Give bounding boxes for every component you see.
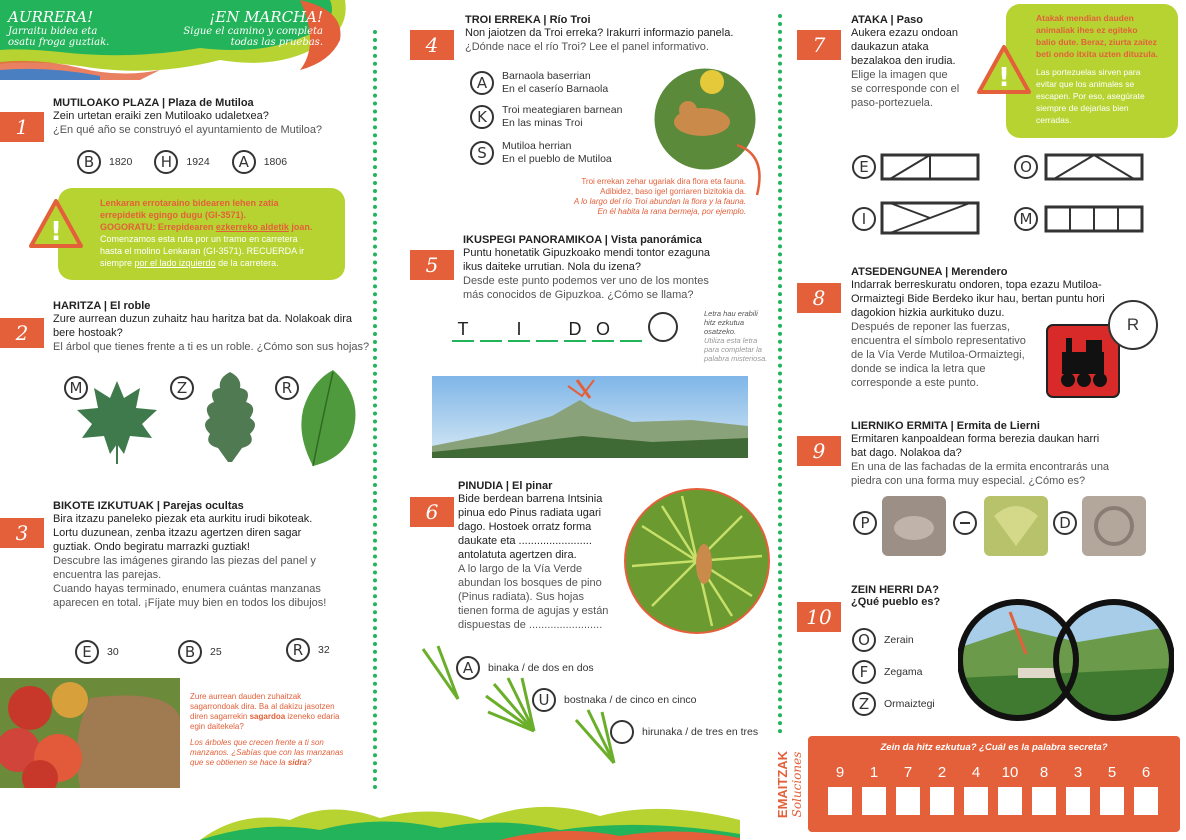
letter-note-es: Utiliza esta letra bbox=[704, 336, 758, 345]
beech-leaf-icon bbox=[293, 366, 363, 470]
pine-needles-photo bbox=[622, 486, 772, 636]
question-eu: daukazun ataka bbox=[851, 41, 929, 53]
section-number: 10 bbox=[797, 602, 841, 632]
section-title: PINUDIA | El pinar bbox=[458, 480, 553, 492]
answer-option[interactable] bbox=[77, 150, 132, 174]
warning-es-line: cerradas. bbox=[1036, 115, 1072, 125]
option-letter: U bbox=[532, 688, 556, 712]
section-1 bbox=[53, 97, 363, 137]
section-title: ATSEDENGUNEA | Merendero bbox=[851, 266, 1008, 278]
question-es: corresponde a este punto. bbox=[851, 377, 979, 389]
option-letter[interactable]: O bbox=[1014, 155, 1038, 179]
section-4 bbox=[465, 14, 775, 54]
warning-es-line: Las portezuelas sirven para bbox=[1036, 67, 1141, 77]
option-text: 1820 bbox=[109, 155, 133, 168]
answer-option[interactable] bbox=[178, 640, 222, 664]
question-eu: daukate eta ........................ bbox=[458, 535, 592, 547]
apple-note-es-bold: sidra bbox=[287, 758, 307, 767]
section-title: TROI ERREKA | Río Troi bbox=[465, 14, 591, 26]
solutions-side-title: EMAITZAK bbox=[775, 750, 791, 818]
question-eu: Ermitaren kanpoaldean forma berezia daukan harri bbox=[851, 433, 1100, 445]
section-subtitle: ¿Qué pueblo es? bbox=[851, 596, 941, 608]
river-note-es: En él habita la rana bermeja, por ejemplo. bbox=[597, 207, 746, 216]
word-blank bbox=[620, 320, 642, 342]
question-es: Cuando hayas terminado, enumera cuántas manzanas bbox=[53, 583, 321, 595]
answer-option[interactable] bbox=[532, 688, 697, 712]
option-letter: B bbox=[178, 640, 202, 664]
warning-eu-line: Lenkaran errotaraino bidearen lehen zatia bbox=[100, 198, 279, 208]
warning-eu-underlined: ezkerreko aldetik bbox=[215, 222, 289, 232]
warning-eu-line: beti ondo itxita uzten dituzula. bbox=[1036, 49, 1158, 59]
column-divider-right bbox=[778, 14, 782, 734]
apple-note-es: ? bbox=[306, 758, 312, 767]
section-title: LIERNIKO ERMITA | Ermita de Lierni bbox=[851, 420, 1040, 432]
answer-option[interactable] bbox=[610, 720, 758, 744]
question-eu: Aukera ezazu ondoan bbox=[851, 27, 959, 39]
apples-photo bbox=[0, 678, 180, 788]
option-letter[interactable]: I bbox=[852, 207, 876, 231]
header-left-sub2: osatu froga guztiak. bbox=[8, 37, 110, 48]
option-text-es: En el caserío Barnaola bbox=[502, 83, 609, 95]
answer-option[interactable] bbox=[852, 660, 923, 684]
apple-note-es: Los árboles que crecen frente a ti son bbox=[190, 738, 324, 747]
apple-note-eu: sagarrondoak dira. Ba al dakizu jasotzen bbox=[190, 702, 335, 711]
section-6 bbox=[458, 480, 628, 632]
apple-note-eu: diren sagarrekin bbox=[190, 712, 250, 721]
apple-note-eu: izeneko edaria bbox=[285, 712, 340, 721]
section-title: HARITZA | El roble bbox=[53, 300, 151, 312]
warning-eu-line: balio dute. Beraz, ziurta zaitez bbox=[1036, 37, 1157, 47]
header-left-sub1: Jarraitu bidea eta bbox=[8, 26, 98, 37]
option-letter[interactable]: M bbox=[1014, 207, 1038, 231]
warning-eu-text: GOGORATU: Errepidearen bbox=[100, 222, 216, 232]
solution-slot[interactable] bbox=[998, 787, 1022, 815]
word-letter: T bbox=[452, 319, 474, 342]
question-eu: bere hostoak? bbox=[53, 327, 123, 339]
oak-leaf-icon bbox=[190, 368, 270, 468]
question-eu: antolatuta agertzen dira. bbox=[458, 549, 577, 561]
question-es: se corresponde con el bbox=[851, 83, 960, 95]
warning-icon bbox=[28, 198, 84, 250]
section-title: MUTILOAKO PLAZA | Plaza de Mutiloa bbox=[53, 97, 254, 109]
question-es: abundan los bosques de pino bbox=[458, 577, 602, 589]
river-note-es: A lo largo del río Troi abundan la flora y la fauna. bbox=[573, 197, 746, 206]
question-es: ¿En qué año se construyó el ayuntamiento de Mutiloa? bbox=[53, 124, 323, 136]
apple-note-es: que se obtienen se hace la bbox=[190, 758, 288, 767]
option-text: 30 bbox=[107, 645, 119, 658]
header-left-title: AURRERA! bbox=[8, 8, 94, 26]
option-text: bostnaka / de cinco en cinco bbox=[564, 693, 697, 706]
apple-note-eu: Zure aurrean dauden zuhaitzak bbox=[190, 692, 302, 701]
binoculars-village-photo bbox=[958, 598, 1174, 722]
letter-note-es: para completar la bbox=[704, 345, 762, 354]
letter-note-eu: osatzeko. bbox=[704, 327, 737, 336]
question-es: El árbol que tienes frente a ti es un roble. ¿Cómo son sus hojas? bbox=[53, 341, 370, 353]
question-eu: dagokion hizkia aurkituko duzu. bbox=[851, 307, 1005, 319]
maple-leaf-icon bbox=[72, 376, 162, 466]
answer-option[interactable] bbox=[456, 656, 594, 680]
solution-slot[interactable] bbox=[828, 787, 852, 815]
question-es: encuentra las parejas. bbox=[53, 569, 162, 581]
question-es: En una de las fachadas de la ermita encontrarás una bbox=[851, 461, 1110, 473]
gate-option-icon bbox=[880, 152, 980, 182]
solution-slot[interactable] bbox=[896, 787, 920, 815]
warning-eu-line: errepidetik egingo dugu (GI-3571). bbox=[100, 210, 247, 220]
answer-option[interactable] bbox=[75, 640, 119, 664]
solution-number: 3 bbox=[1073, 764, 1083, 781]
warning-es-line: evitar que los animales se bbox=[1036, 79, 1135, 89]
option-letter: E bbox=[75, 640, 99, 664]
option-letter: H bbox=[154, 150, 178, 174]
question-es: aparecen en total. ¡Fíjate muy bien en todos los dibujos! bbox=[53, 597, 327, 609]
section-5 bbox=[463, 234, 763, 302]
option-text: 25 bbox=[210, 645, 222, 658]
solution-slot[interactable] bbox=[1032, 787, 1056, 815]
option-letter[interactable]: M bbox=[64, 376, 88, 400]
section-title: ZEIN HERRI DA? bbox=[851, 584, 939, 596]
question-es: (Pinus radiata). Sus hojas bbox=[458, 591, 584, 603]
solutions-title: Zein da hitz ezkutua? ¿Cuál es la palabra secreta? bbox=[880, 742, 1108, 753]
question-es: Desde este punto podemos ver uno de los montes bbox=[463, 275, 709, 287]
solution-slot[interactable] bbox=[862, 787, 886, 815]
stone-shell-icon bbox=[984, 496, 1048, 556]
warning-es-line: hasta el molino Lenkaran (GI-3571). RECUERDA ir bbox=[100, 246, 305, 256]
column-divider-left bbox=[373, 30, 377, 790]
solution-slot[interactable] bbox=[964, 787, 988, 815]
section-number: 4 bbox=[410, 30, 454, 60]
river-note-eu: Adibidez, baso igel gorriaren bizitokia da. bbox=[600, 187, 746, 196]
solution-slot[interactable] bbox=[1134, 787, 1158, 815]
option-letter[interactable]: E bbox=[852, 155, 876, 179]
solution-slot[interactable] bbox=[1100, 787, 1124, 815]
question-es: donde se indica la letra que bbox=[851, 363, 986, 375]
warning-es-underlined: por el lado izquierdo bbox=[134, 258, 216, 268]
section-title: IKUSPEGI PANORAMIKOA | Vista panorámica bbox=[463, 234, 702, 246]
question-eu: pinua edo Pinus radiata ugari bbox=[458, 507, 602, 519]
answer-option[interactable] bbox=[852, 628, 914, 652]
option-text-eu: Barnaola baserrian bbox=[502, 70, 591, 82]
word-letter: O bbox=[592, 319, 614, 342]
question-eu: Puntu honetatik Gipuzkoako mendi tontor ezaguna bbox=[463, 247, 711, 259]
warning-es-line: Comenzamos esta ruta por un tramo en carretera bbox=[100, 234, 298, 244]
svg-text:!: ! bbox=[998, 63, 1010, 93]
option-text-es: En las minas Troi bbox=[502, 117, 583, 129]
option-letter: O bbox=[852, 628, 876, 652]
question-es: ¿Dónde nace el río Troi? Lee el panel informativo. bbox=[465, 41, 709, 53]
option-text: 1806 bbox=[263, 155, 288, 168]
option-letter[interactable]: P bbox=[853, 511, 877, 535]
section-number: 1 bbox=[0, 112, 44, 142]
question-eu: Ormaiztegi Bide Berdeko ikur hau, bertan puntu hori bbox=[851, 293, 1105, 305]
question-es: más conocidos de Gipuzkoa. ¿Cómo se llama? bbox=[463, 289, 694, 301]
option-text: Ormaiztegi bbox=[884, 697, 935, 710]
word-letter: I bbox=[508, 319, 530, 342]
question-eu: bat dago. Nolakoa da? bbox=[851, 447, 962, 459]
question-eu: Non jaiotzen da Troi erreka? Irakurri informazio panela. bbox=[465, 27, 734, 39]
question-es: A lo largo de la Vía Verde bbox=[458, 563, 583, 575]
question-eu: Zure aurrean duzun zuhaitz hau haritza bat da. Nolakoak dira bbox=[53, 313, 353, 325]
river-note-eu: Troi errekan zehar ugariak dira flora eta fauna. bbox=[581, 177, 746, 186]
question-es: Descubre las imágenes girando las piezas del panel y bbox=[53, 555, 316, 567]
warning-es-text: siempre bbox=[100, 258, 135, 268]
question-es: encuentra el símbolo representativo bbox=[851, 335, 1026, 347]
question-eu: dago. Hostoek orratz forma bbox=[458, 521, 592, 533]
answer-letter: R bbox=[1126, 315, 1140, 334]
section-number: 9 bbox=[797, 436, 841, 466]
option-letter: K bbox=[470, 105, 494, 129]
mountain-panorama-photo bbox=[432, 376, 748, 458]
letter-note-es: palabra misteriosa. bbox=[704, 354, 768, 363]
option-letter bbox=[610, 720, 634, 744]
option-text: hirunaka / de tres en tres bbox=[642, 725, 759, 738]
word-letter: D bbox=[564, 319, 586, 342]
question-eu: Lortu duzunean, zenba itzazu agertzen diren sagar bbox=[53, 527, 302, 539]
section-7 bbox=[851, 14, 991, 110]
option-letter: S bbox=[470, 141, 494, 165]
section-title: ATAKA | Paso bbox=[851, 14, 923, 26]
question-es: tienen forma de agujas y están bbox=[458, 605, 609, 617]
section-number: 2 bbox=[0, 318, 44, 348]
option-letter[interactable]: Z bbox=[170, 376, 194, 400]
option-text-eu: Mutiloa herrian bbox=[502, 140, 572, 152]
gate-option-icon bbox=[880, 200, 980, 236]
warning-es-line: escapen. Por eso, asegúrate bbox=[1036, 91, 1145, 101]
option-text-eu: Troi meategiaren barnean bbox=[502, 104, 623, 116]
option-letter: F bbox=[852, 660, 876, 684]
option-text: Zerain bbox=[884, 633, 914, 646]
warning-icon bbox=[976, 44, 1032, 96]
answer-option[interactable] bbox=[232, 150, 287, 174]
solution-number: 2 bbox=[937, 764, 947, 781]
solution-slot[interactable] bbox=[1066, 787, 1090, 815]
question-es: Después de reponer las fuerzas, bbox=[851, 321, 1010, 333]
question-eu: bezalakoa den irudia. bbox=[851, 55, 956, 67]
header-right-title: ¡EN MARCHA! bbox=[209, 8, 323, 26]
question-es: piedra con una forma muy especial. ¿Cómo es? bbox=[851, 475, 1086, 487]
gate-option-icon bbox=[1044, 204, 1144, 234]
option-letter: A bbox=[470, 71, 494, 95]
option-letter[interactable]: D bbox=[1053, 511, 1077, 535]
word-blank bbox=[536, 320, 558, 342]
solution-slot[interactable] bbox=[930, 787, 954, 815]
stone-rosette-icon bbox=[1082, 496, 1146, 556]
svg-text:!: ! bbox=[50, 217, 62, 247]
word-answer-circle[interactable] bbox=[648, 312, 678, 342]
section-number: 7 bbox=[797, 30, 841, 60]
stone-animal-icon bbox=[882, 496, 946, 556]
section-number: 6 bbox=[410, 497, 454, 527]
option-letter: B bbox=[77, 150, 101, 174]
question-eu: guztiak. Ondo begiratu marrazki guztiak! bbox=[53, 541, 250, 553]
question-es: dispuestas de ........................ bbox=[458, 619, 603, 631]
apple-note-es: manzanos. ¿Sabías que con las manzanas bbox=[190, 748, 344, 757]
section-3 bbox=[53, 500, 368, 610]
solution-number: 9 bbox=[835, 764, 845, 781]
word-blank bbox=[480, 320, 502, 342]
answer-option[interactable] bbox=[286, 638, 330, 662]
solution-number: 8 bbox=[1039, 764, 1049, 781]
option-letter[interactable] bbox=[953, 511, 977, 535]
section-number: 3 bbox=[0, 518, 44, 548]
answer-option[interactable] bbox=[154, 150, 209, 174]
letter-note-eu: hitz ezkutua bbox=[704, 318, 745, 327]
solution-numbers bbox=[828, 764, 1158, 815]
answer-option[interactable] bbox=[470, 104, 622, 130]
question-es: de la Vía Verde Mutiloa-Ormaiztegi, bbox=[851, 349, 1025, 361]
footer-waves bbox=[200, 790, 740, 840]
option-letter: A bbox=[232, 150, 256, 174]
option-text-es: En el pueblo de Mutiloa bbox=[502, 153, 612, 165]
option-text: 1924 bbox=[186, 155, 210, 168]
solution-number: 7 bbox=[903, 764, 913, 781]
warning-eu-line: animaliak ihes ez egiteko bbox=[1036, 25, 1138, 35]
letter-note-eu: Letra hau erabili bbox=[704, 309, 758, 318]
solution-number: 6 bbox=[1141, 764, 1151, 781]
option-text: Zegama bbox=[884, 665, 923, 678]
section-title: BIKOTE IZKUTUAK | Parejas ocultas bbox=[53, 500, 244, 512]
question-eu: Indarrak berreskuratu ondoren, topa ezazu Mutiloa- bbox=[851, 279, 1102, 291]
solution-number: 4 bbox=[971, 764, 981, 781]
option-letter[interactable]: R bbox=[275, 376, 299, 400]
answer-option[interactable] bbox=[470, 140, 612, 166]
letter-circle bbox=[1108, 300, 1158, 350]
section-10 bbox=[851, 584, 940, 608]
question-es: paso-portezuela. bbox=[851, 97, 933, 109]
answer-option[interactable] bbox=[470, 70, 608, 96]
solution-number: 1 bbox=[869, 764, 879, 781]
option-letter: R bbox=[286, 638, 310, 662]
solution-number: 5 bbox=[1107, 764, 1117, 781]
secret-word-slots[interactable] bbox=[452, 312, 678, 342]
header-right-sub2: todas las pruebas. bbox=[230, 37, 323, 48]
gate-option-icon bbox=[1044, 152, 1144, 182]
warning-es-text: de la carretera. bbox=[215, 258, 279, 268]
question-eu: Bide berdean barrena Intsinia bbox=[458, 493, 603, 505]
solution-number: 10 bbox=[1001, 764, 1019, 781]
train-icon bbox=[1046, 324, 1120, 398]
option-text: binaka / de dos en dos bbox=[488, 661, 594, 674]
section-9 bbox=[851, 420, 1171, 488]
section-number: 8 bbox=[797, 283, 841, 313]
header-right-sub1: Sigue el camino y completa bbox=[183, 26, 323, 37]
section-2 bbox=[53, 300, 373, 354]
question-eu: Bira itzazu paneleko piezak eta aurkitu irudi bikoteak. bbox=[53, 513, 313, 525]
option-letter: Z bbox=[852, 692, 876, 716]
warning-es-line: siempre de dejarlas bien bbox=[1036, 103, 1129, 113]
answer-option[interactable] bbox=[852, 692, 935, 716]
option-letter: A bbox=[456, 656, 480, 680]
warning-eu-line: Atakak mendian dauden bbox=[1036, 13, 1134, 23]
solutions-side-subtitle: Soluciones bbox=[790, 751, 805, 817]
section-number: 5 bbox=[410, 250, 454, 280]
option-text: 32 bbox=[318, 643, 330, 656]
question-eu: ikus daiteke urrutian. Nola du izena? bbox=[463, 261, 641, 273]
apple-note-eu-bold: sagardoa bbox=[249, 712, 286, 721]
question-es: Elige la imagen que bbox=[851, 69, 948, 81]
warning-eu-text: joan. bbox=[288, 222, 313, 232]
apple-note-eu: egin daitekela? bbox=[190, 722, 244, 731]
question-eu: Zein urtetan eraiki zen Mutiloako udaletxea? bbox=[53, 110, 269, 122]
